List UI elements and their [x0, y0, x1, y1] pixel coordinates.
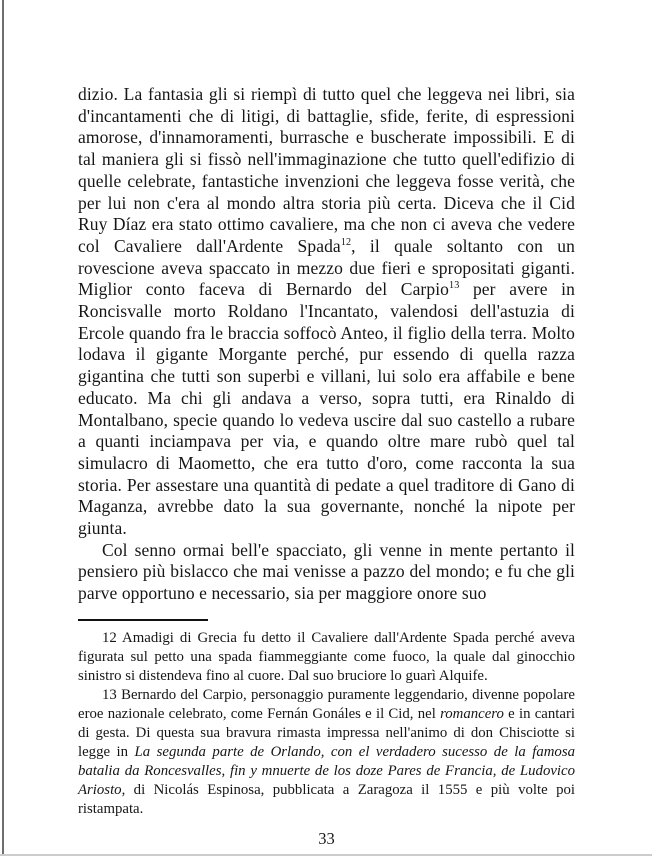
footnote-12 [78, 629, 575, 686]
footnote-ref: 13 [449, 280, 460, 292]
italic-text: romancero [440, 705, 504, 722]
body-paragraph-2 [78, 540, 575, 605]
text-block [78, 84, 575, 849]
footnote-ref: 12 [340, 237, 352, 249]
italic-text: La segunda parte de Orlando, con el verdadero sucesso de la famosa batalia da Roncesvalles, fin y mnuerte de los doze Pares de Francia, de Ludovico Ariosto [78, 743, 575, 798]
footnote-separator [78, 619, 208, 621]
text-run: Col senno ormai bell'e spacciato, gli venne in mente pertanto il pensiero più bislacco che mai venisse a pazzo del mondo; e fu che gli parve opportuno e necessario, sia per maggiore onore suo [78, 539, 575, 604]
text-run: , il quale soltanto con un rovescione aveva spaccato in mezzo due fieri e spropositati giganti. Miglior conto faceva di Bernardo del Carpio [78, 235, 576, 300]
text-run: 12 Amadigi di Grecia fu detto il Cavaliere dall'Ardente Spada perché aveva figurata sul petto una spada fiammeggiante come fuoco, la quale dal ginocchio sinistro si distendeva fino al cuore. Dal suo bruciore lo guarì Alquife. [78, 629, 575, 684]
text-run: 13 Bernardo del Carpio, personaggio puramente leggendario, divenne popolare eroe nazionale celebrato, come Fernán Gonáles e il Cid, nel [78, 686, 575, 722]
text-run: dizio. La fantasia gli si riempì di tutto quel che leggeva nei libri, sia d'incantamenti che di litigi, di battaglie, sfide, ferite, di espressioni amorose, d'innamoramenti, burrasche e buscherate impossibili. E di tal maniera gli si fissò nell'immaginazione che tutto quell'edifizio di quelle celebrate, fantastiche invenzioni che leggeva fosse verità, che per lui non c'era al mondo altra storia più certa. Diceva che il Cid Ruy Díaz era stato ottimo cavaliere, ma che non ci aveva che vedere col Cavaliere dall'Ardente Spada [78, 84, 575, 256]
scan-edge-left [2, 0, 4, 856]
footnote-13 [78, 686, 575, 819]
text-run: , di Nicolás Espinosa, pubblicata a Zaragoza il 1555 e più volte poi ristampata. [78, 781, 575, 817]
page-number: 33 [318, 828, 335, 848]
text-run: e in cantari di gesta. Di questa sua bravura rimasta impressa nell'animo di don Chisciotte si legge in [78, 705, 575, 760]
text-run: per avere in Roncisvalle morto Roldano l'Incantato, valendosi dell'astuzia di Ercole quando fra le braccia soffocò Anteo, il figlio della terra. Molto lodava il gigante Morgante perché, pur essendo di quella razza gigantina che tutti son superbi e villani, lui solo era affabile e bene educato. Ma chi gli andava a verso, sopra tutti, era Rinaldo di Montalbano, specie quando lo vedeva uscire dal suo castello a rubare a quanti inciampava per via, e quando oltre mare rubò quel tal simulacro di Maometto, che era tutto d'oro, come racconta la sua storia. Per assestare una quantità di pedate a quel traditore di Gano di Maganza, avrebbe dato la sua governante, nonché la nipote per giunta. [78, 279, 575, 539]
body-paragraph-1 [78, 84, 575, 540]
